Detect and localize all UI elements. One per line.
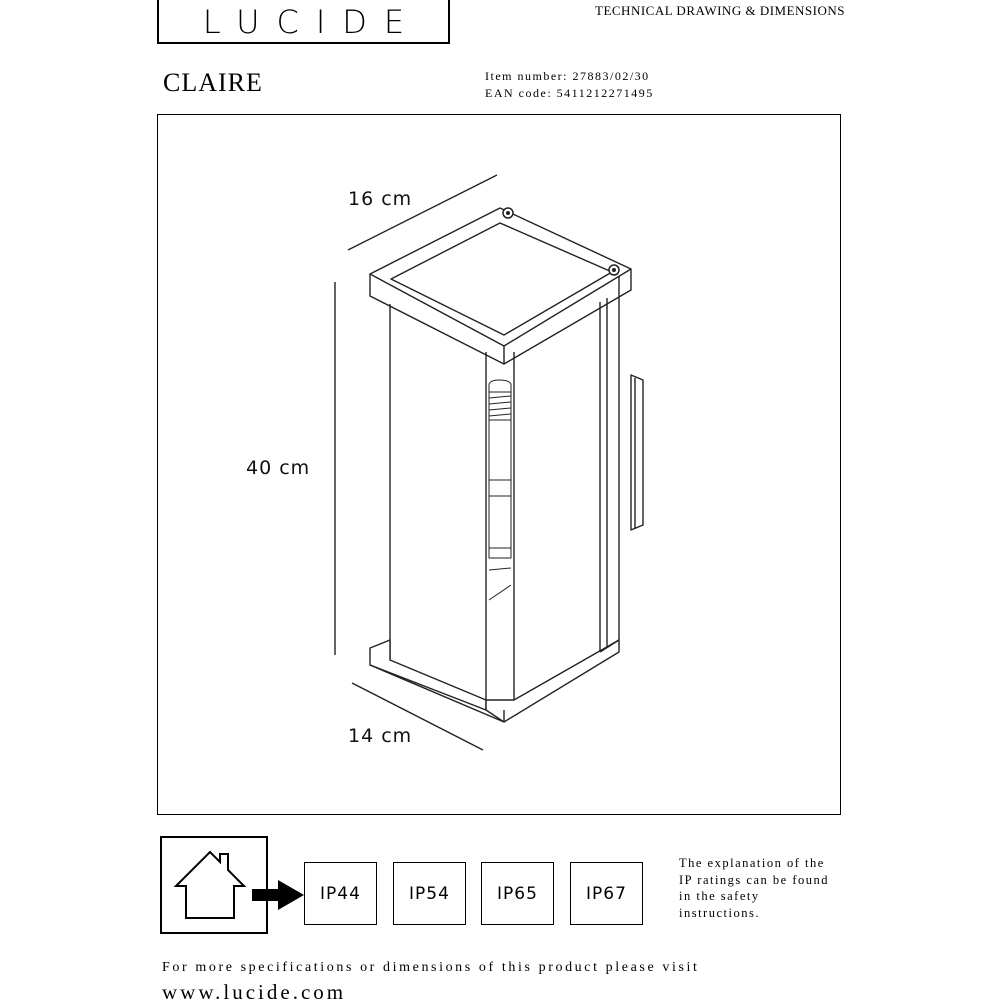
brand-logo-text: LUCIDE <box>202 3 422 41</box>
height-label: 40 cm <box>246 457 311 479</box>
item-number: Item number: 27883/02/30 <box>485 69 650 83</box>
ip-note <box>679 855 849 921</box>
wall-mount-plate <box>631 375 643 530</box>
ip-note-line: in the safety <box>679 889 760 903</box>
arrow-right-icon <box>252 878 306 912</box>
ip-rating-badge: IP67 <box>570 862 643 925</box>
house-icon <box>162 838 266 932</box>
ip-note-line: IP ratings can be found <box>679 872 829 887</box>
depth-label: 14 cm <box>348 725 413 747</box>
ip-note-line: instructions. <box>679 905 760 920</box>
ip-rating-badge: IP65 <box>481 862 554 925</box>
product-meta <box>485 68 654 102</box>
width-label: 16 cm <box>348 188 413 210</box>
lamp-holder <box>489 380 511 600</box>
ip-rating-badge: IP44 <box>304 862 377 925</box>
document-title: TECHNICAL DRAWING & DIMENSIONS <box>595 3 845 18</box>
footer-url-link[interactable]: www.lucide.com <box>162 980 347 1004</box>
ip-note-line: The explanation of the <box>679 856 825 870</box>
lamp-base-left <box>370 640 486 710</box>
product-name: CLAIRE <box>163 68 263 97</box>
ean-code: EAN code: 5411212271495 <box>485 86 654 100</box>
brand-logo <box>157 0 450 44</box>
lamp-base-right <box>486 640 619 722</box>
footer-text: For more specifications or dimensions of this product please visit <box>162 960 700 975</box>
lamp-top-frame <box>370 208 631 346</box>
technical-drawing <box>157 114 841 815</box>
ip-rating-badge: IP54 <box>393 862 466 925</box>
